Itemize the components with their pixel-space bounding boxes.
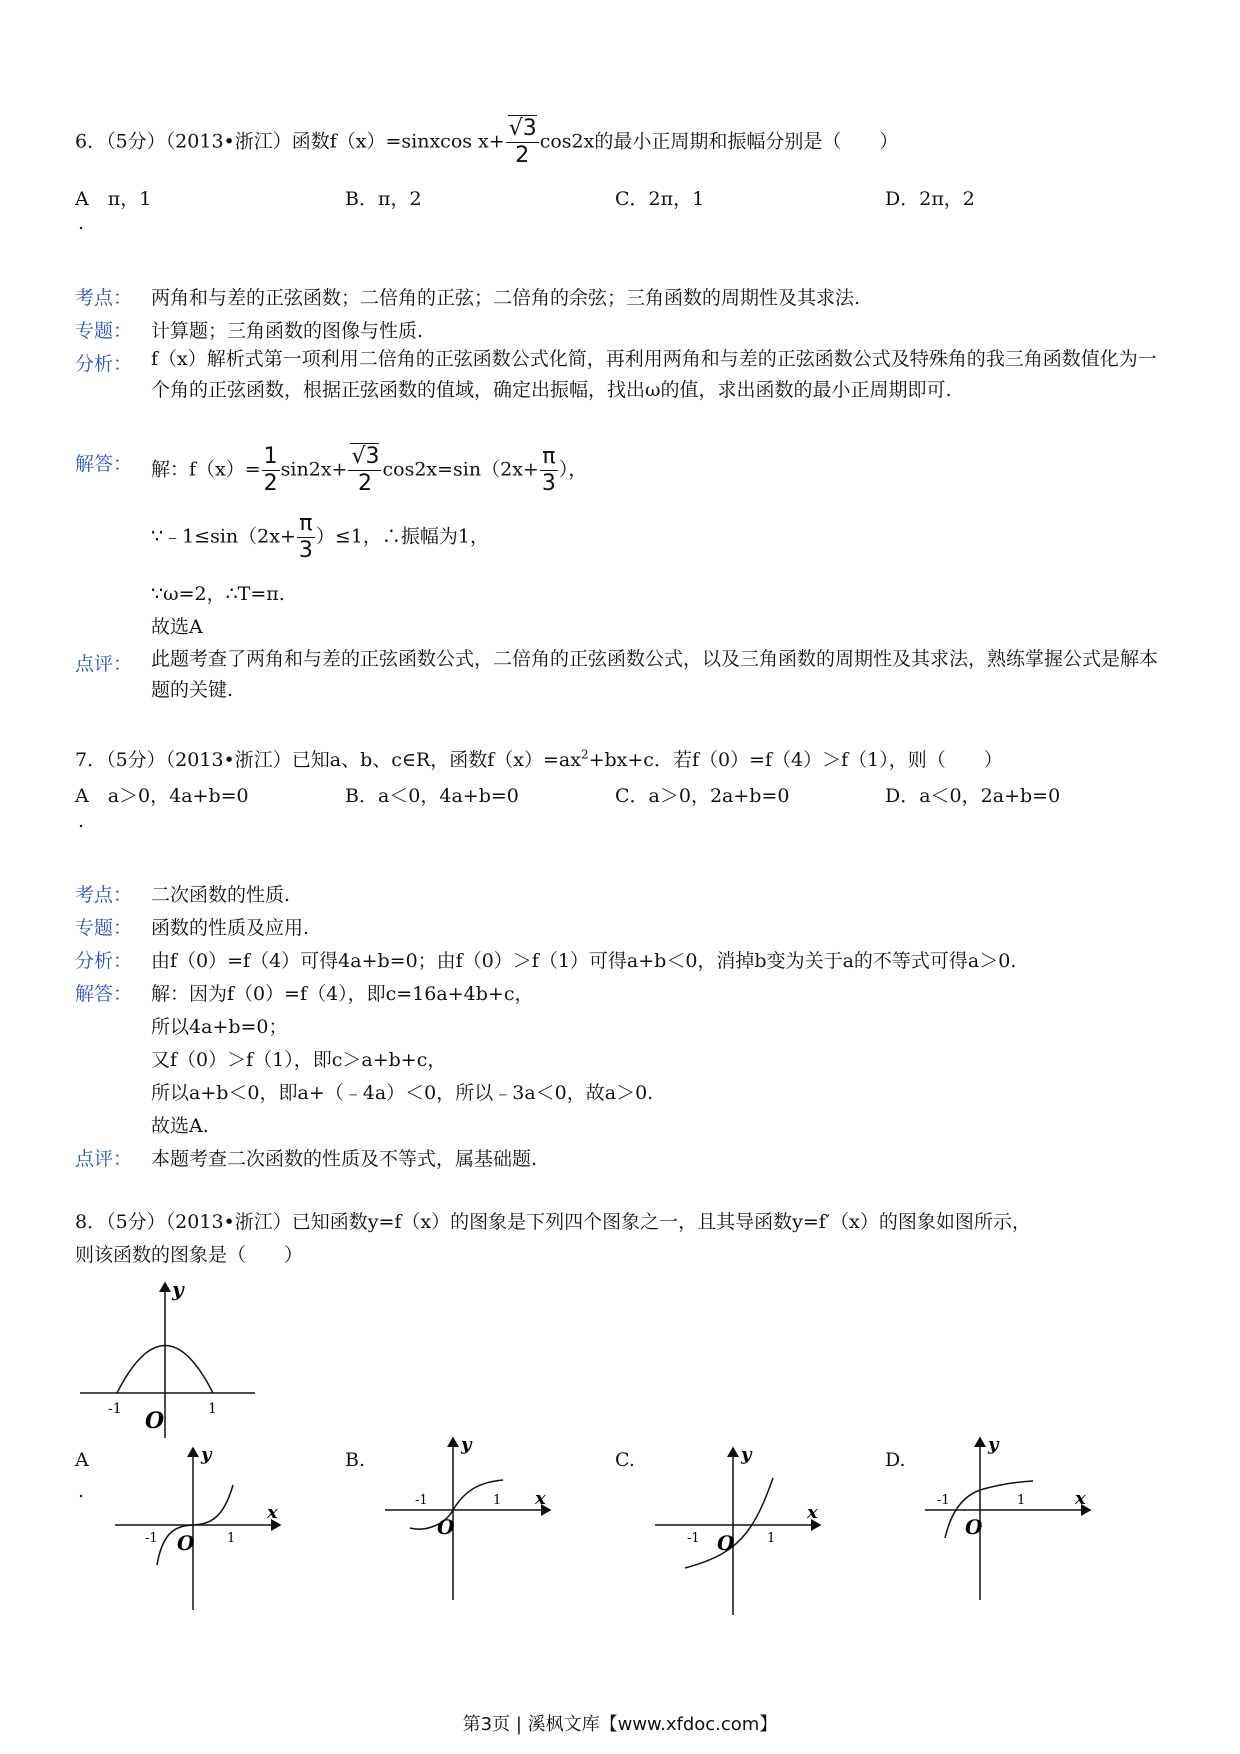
q8-option-d-graph[interactable] [925,1430,1100,1610]
q7-solution-line-5: 故选A. [151,1115,209,1137]
q6-fenxi-text: f（x）解析式第一项利用二倍角的正弦函数公式化简，再利用两角和与差的正弦函数公式及特殊角的我三角函数值化为一个角的正弦函数，根据正弦函数的值域，确定出振幅，找出ω的值，求出函数的最小正周期即可. [151,348,1157,401]
q6-sol1-frac-2-num: √3 [351,444,380,469]
q6-solution-line-4: 故选A [151,616,203,638]
q8-option-a-graph[interactable] [115,1440,290,1620]
q6-sol2-part-b: ）≤1，∴振幅为1， [315,525,489,548]
origin-label: O [717,1531,735,1555]
q6-option-d[interactable]: D．2π，2 [885,188,975,210]
q6-sol1-part-a: 解：f（x）= [151,458,261,481]
q8-option-d-label[interactable]: D. [885,1449,906,1471]
q6-kaodian-label: 考点： [75,287,133,309]
q6-kaodian-text: 两角和与差的正弦函数；二倍角的正弦；二倍角的余弦；三角函数的周期性及其求法. [151,287,861,309]
q6-sol2-frac-num: π [299,511,313,536]
q6-sol1-part-d: ）， [558,458,588,481]
x-axis-label: x [535,1488,546,1509]
q7-option-c[interactable]: C．a＞0，2a+b=0 [615,785,790,807]
origin-label: O [437,1515,455,1539]
q7-kaodian-text: 二次函数的性质. [151,884,291,906]
y-axis-label: y [201,1444,212,1465]
q6-sol1-frac-1 [262,446,280,495]
q6-fenxi-label: 分析： [75,353,133,375]
q6-sol1-frac-3-den: 3 [541,471,556,496]
q7-jieda-label: 解答： [75,983,133,1005]
q6-sol1-frac-1-num: 1 [263,444,278,469]
origin-label: O [177,1531,195,1555]
q6-stem-fraction [506,118,539,167]
q7-option-a[interactable]: A a＞0，4a+b=0 [75,785,249,807]
q7-dianping-label: 点评： [75,1148,133,1170]
q6-dianping-label: 点评： [75,653,133,675]
q7-option-b[interactable]: B．a＜0，4a+b=0 [345,785,519,807]
q6-jieda-label: 解答： [75,453,133,475]
q6-sol1-part-b: sin2x+ [280,458,348,481]
q6-stem-end: cos2x的最小正周期和振幅分别是（ ） [539,130,899,153]
q8-option-c-graph[interactable] [655,1440,830,1620]
tick-pos-one: 1 [208,1401,217,1417]
q6-sol1-frac-1-den: 2 [263,471,278,496]
q7-solution-line-2: 所以4a+b=0； [151,1016,288,1038]
tick-pos-one: 1 [493,1493,502,1508]
tick-neg-one: -1 [108,1401,122,1417]
x-axis-label: x [807,1502,818,1523]
x-axis-label: x [1075,1488,1086,1509]
q7-zhuanti-label: 专题： [75,917,133,939]
q6-zhuanti-label: 专题： [75,320,133,342]
q7-dianping-text: 本题考查二次函数的性质及不等式，属基础题. [151,1148,538,1170]
q6-sol2-part-a: ∵﹣1≤sin（2x+ [151,525,296,548]
q6-frac-den: 2 [506,142,539,167]
q8-option-b-graph[interactable] [385,1430,560,1610]
x-axis-label: x [267,1502,278,1523]
q6-sol1-frac-3-num: π [542,444,556,469]
origin-label: O [145,1408,165,1434]
q7-fenxi-text: 由f（0）=f（4）可得4a+b=0；由f（0）＞f（1）可得a+b＜0，消掉b变为关于a的不等式可得a＞0. [151,950,1017,972]
q6-sol1-part-c: cos2x=sin（2x+ [382,458,539,481]
q7-solution-line-4: 所以a+b＜0，即a+（﹣4a）＜0，所以﹣3a＜0，故a＞0. [151,1082,654,1104]
q6-dianping-text: 此题考查了两角和与差的正弦函数公式，二倍角的正弦函数公式，以及三角函数的周期性及其求法，熟练掌握公式是解本题的关键. [151,648,1159,701]
q6-sol1-frac-2 [348,446,381,495]
q6-option-dot: . [78,212,85,234]
q7-fenxi-label: 分析： [75,950,133,972]
y-axis-label: y [988,1434,999,1455]
q8-option-a-label[interactable]: A [75,1449,89,1471]
q8-option-c-label[interactable]: C. [615,1449,635,1471]
page-footer: 第3页 | 溪枫文库【www.xfdoc.com】 [462,1714,778,1735]
q7-stem-end: +bx+c．若f（0）=f（4）＞f（1），则（ ） [588,749,1003,771]
tick-pos-one: 1 [767,1531,776,1546]
q6-option-b[interactable]: B．π，2 [345,188,422,210]
q6-solution-line-1 [151,446,587,495]
tick-neg-one: -1 [937,1493,950,1508]
q6-sol1-frac-2-den: 2 [348,470,381,495]
q8-stem-line-1: 8．（5分）（2013•浙江）已知函数y=f（x）的图象是下列四个图象之一，且其导函数y=f′（x）的图象如图所示， [75,1211,1031,1233]
q6-option-a[interactable]: A π，1 [75,188,152,210]
q6-sol2-frac-den: 3 [298,538,313,563]
q7-solution-line-1: 解：因为f（0）=f（4），即c=16a+4b+c， [151,983,534,1005]
q8-derivative-graph [75,1278,265,1443]
q6-sol2-frac [297,513,315,562]
tick-neg-one: -1 [145,1531,158,1546]
q6-solution-line-3: ∵ω=2，∴T=π. [151,583,285,605]
tick-pos-one: 1 [1017,1493,1026,1508]
q7-option-dot: . [78,810,85,832]
q7-kaodian-label: 考点： [75,884,133,906]
q6-sol1-frac-3 [540,446,558,495]
q8-stem-line-2: 则该函数的图象是（ ） [75,1244,304,1266]
q6-solution-line-2 [151,513,489,562]
q7-zhuanti-text: 函数的性质及应用. [151,917,310,939]
q6-zhuanti-text: 计算题；三角函数的图像与性质. [151,320,424,342]
q6-frac-num: √3 [508,116,537,141]
q7-stem [75,745,1003,772]
q8-option-dot: . [78,1480,85,1502]
tick-pos-one: 1 [227,1531,236,1546]
q7-solution-line-3: 又f（0）＞f（1），即c＞a+b+c， [151,1049,447,1071]
q6-option-c[interactable]: C．2π，1 [615,188,705,210]
tick-neg-one: -1 [687,1531,700,1546]
q6-stem-start: 6．（5分）（2013•浙江）函数f（x）=sinxcos x+ [75,130,505,153]
y-axis-label: y [172,1278,184,1301]
q7-stem-start: 7．（5分）（2013•浙江）已知a、b、c∈R，函数f（x）=ax [75,749,581,771]
q8-option-b-label[interactable]: B. [345,1449,366,1471]
q7-option-d[interactable]: D．a＜0，2a+b=0 [885,785,1061,807]
tick-neg-one: -1 [415,1493,428,1508]
y-axis-label: y [461,1434,472,1455]
q6-stem [75,118,898,167]
q7-stem-superscript: 2 [580,747,589,762]
y-axis-label: y [741,1444,752,1465]
origin-label: O [965,1515,983,1539]
